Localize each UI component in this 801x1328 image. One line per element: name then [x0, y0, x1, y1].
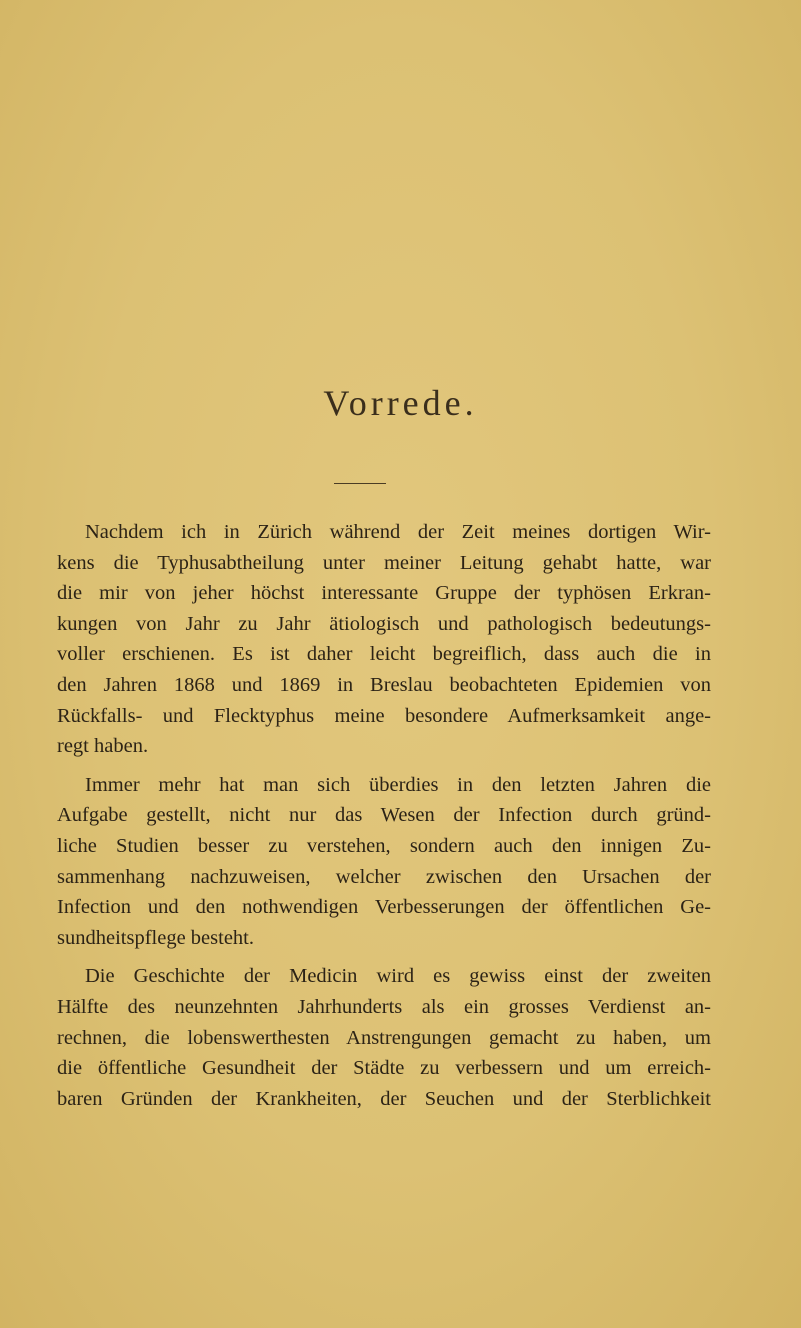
paragraph-3: [57, 961, 711, 1114]
paragraph-1: [57, 517, 711, 762]
paragraph-2: [57, 770, 711, 954]
text-line: baren Gründen der Krankheiten, der Seuchen und der Sterblichkeit: [57, 1087, 711, 1110]
text-line: Infection und den nothwendigen Verbesserungen der öffentlichen Ge-: [57, 896, 711, 919]
text-line: Aufgabe gestellt, nicht nur das Wesen der Infection durch gründ-: [57, 804, 711, 827]
paragraph-gap: [57, 762, 711, 770]
text-line: regt haben.: [57, 735, 149, 758]
text-line: die mir von jeher höchst interessante Gruppe der typhösen Erkran-: [57, 582, 711, 605]
text-line: die öffentliche Gesundheit der Städte zu verbessern und um erreich-: [57, 1057, 711, 1080]
text-line: voller erschienen. Es ist daher leicht begreiflich, dass auch die in: [57, 643, 711, 666]
title-divider: [334, 483, 386, 484]
text-line: kens die Typhusabtheilung unter meiner Leitung gehabt hatte, war: [57, 551, 711, 574]
paragraph-gap: [57, 953, 711, 961]
text-line: liche Studien besser zu verstehen, sondern auch den innigen Zu-: [57, 834, 711, 857]
text-line: Nachdem ich in Zürich während der Zeit meines dortigen Wir-: [85, 521, 711, 543]
text-line: kungen von Jahr zu Jahr ätiologisch und pathologisch bedeutungs-: [57, 612, 711, 635]
text-line: sammenhang nachzuweisen, welcher zwischen den Ursachen der: [57, 865, 711, 888]
text-line: sundheitspflege besteht.: [57, 926, 254, 949]
text-line: Immer mehr hat man sich überdies in den letzten Jahren die: [85, 773, 711, 796]
text-line: Die Geschichte der Medicin wird es gewiss einst der zweiten: [85, 965, 711, 988]
text-line: rechnen, die lobenswerthesten Anstrengungen gemacht zu haben, um: [57, 1026, 711, 1049]
text-line: den Jahren 1868 und 1869 in Breslau beobachteten Epidemien von: [57, 673, 711, 696]
preface-text: [57, 517, 711, 1114]
page-title: Vorrede.: [323, 383, 478, 423]
text-line: Rückfalls- und Flecktyphus meine besondere Aufmerksamkeit ange-: [57, 704, 711, 727]
text-line: Hälfte des neunzehnten Jahrhunderts als ein grosses Verdienst an-: [57, 995, 711, 1018]
